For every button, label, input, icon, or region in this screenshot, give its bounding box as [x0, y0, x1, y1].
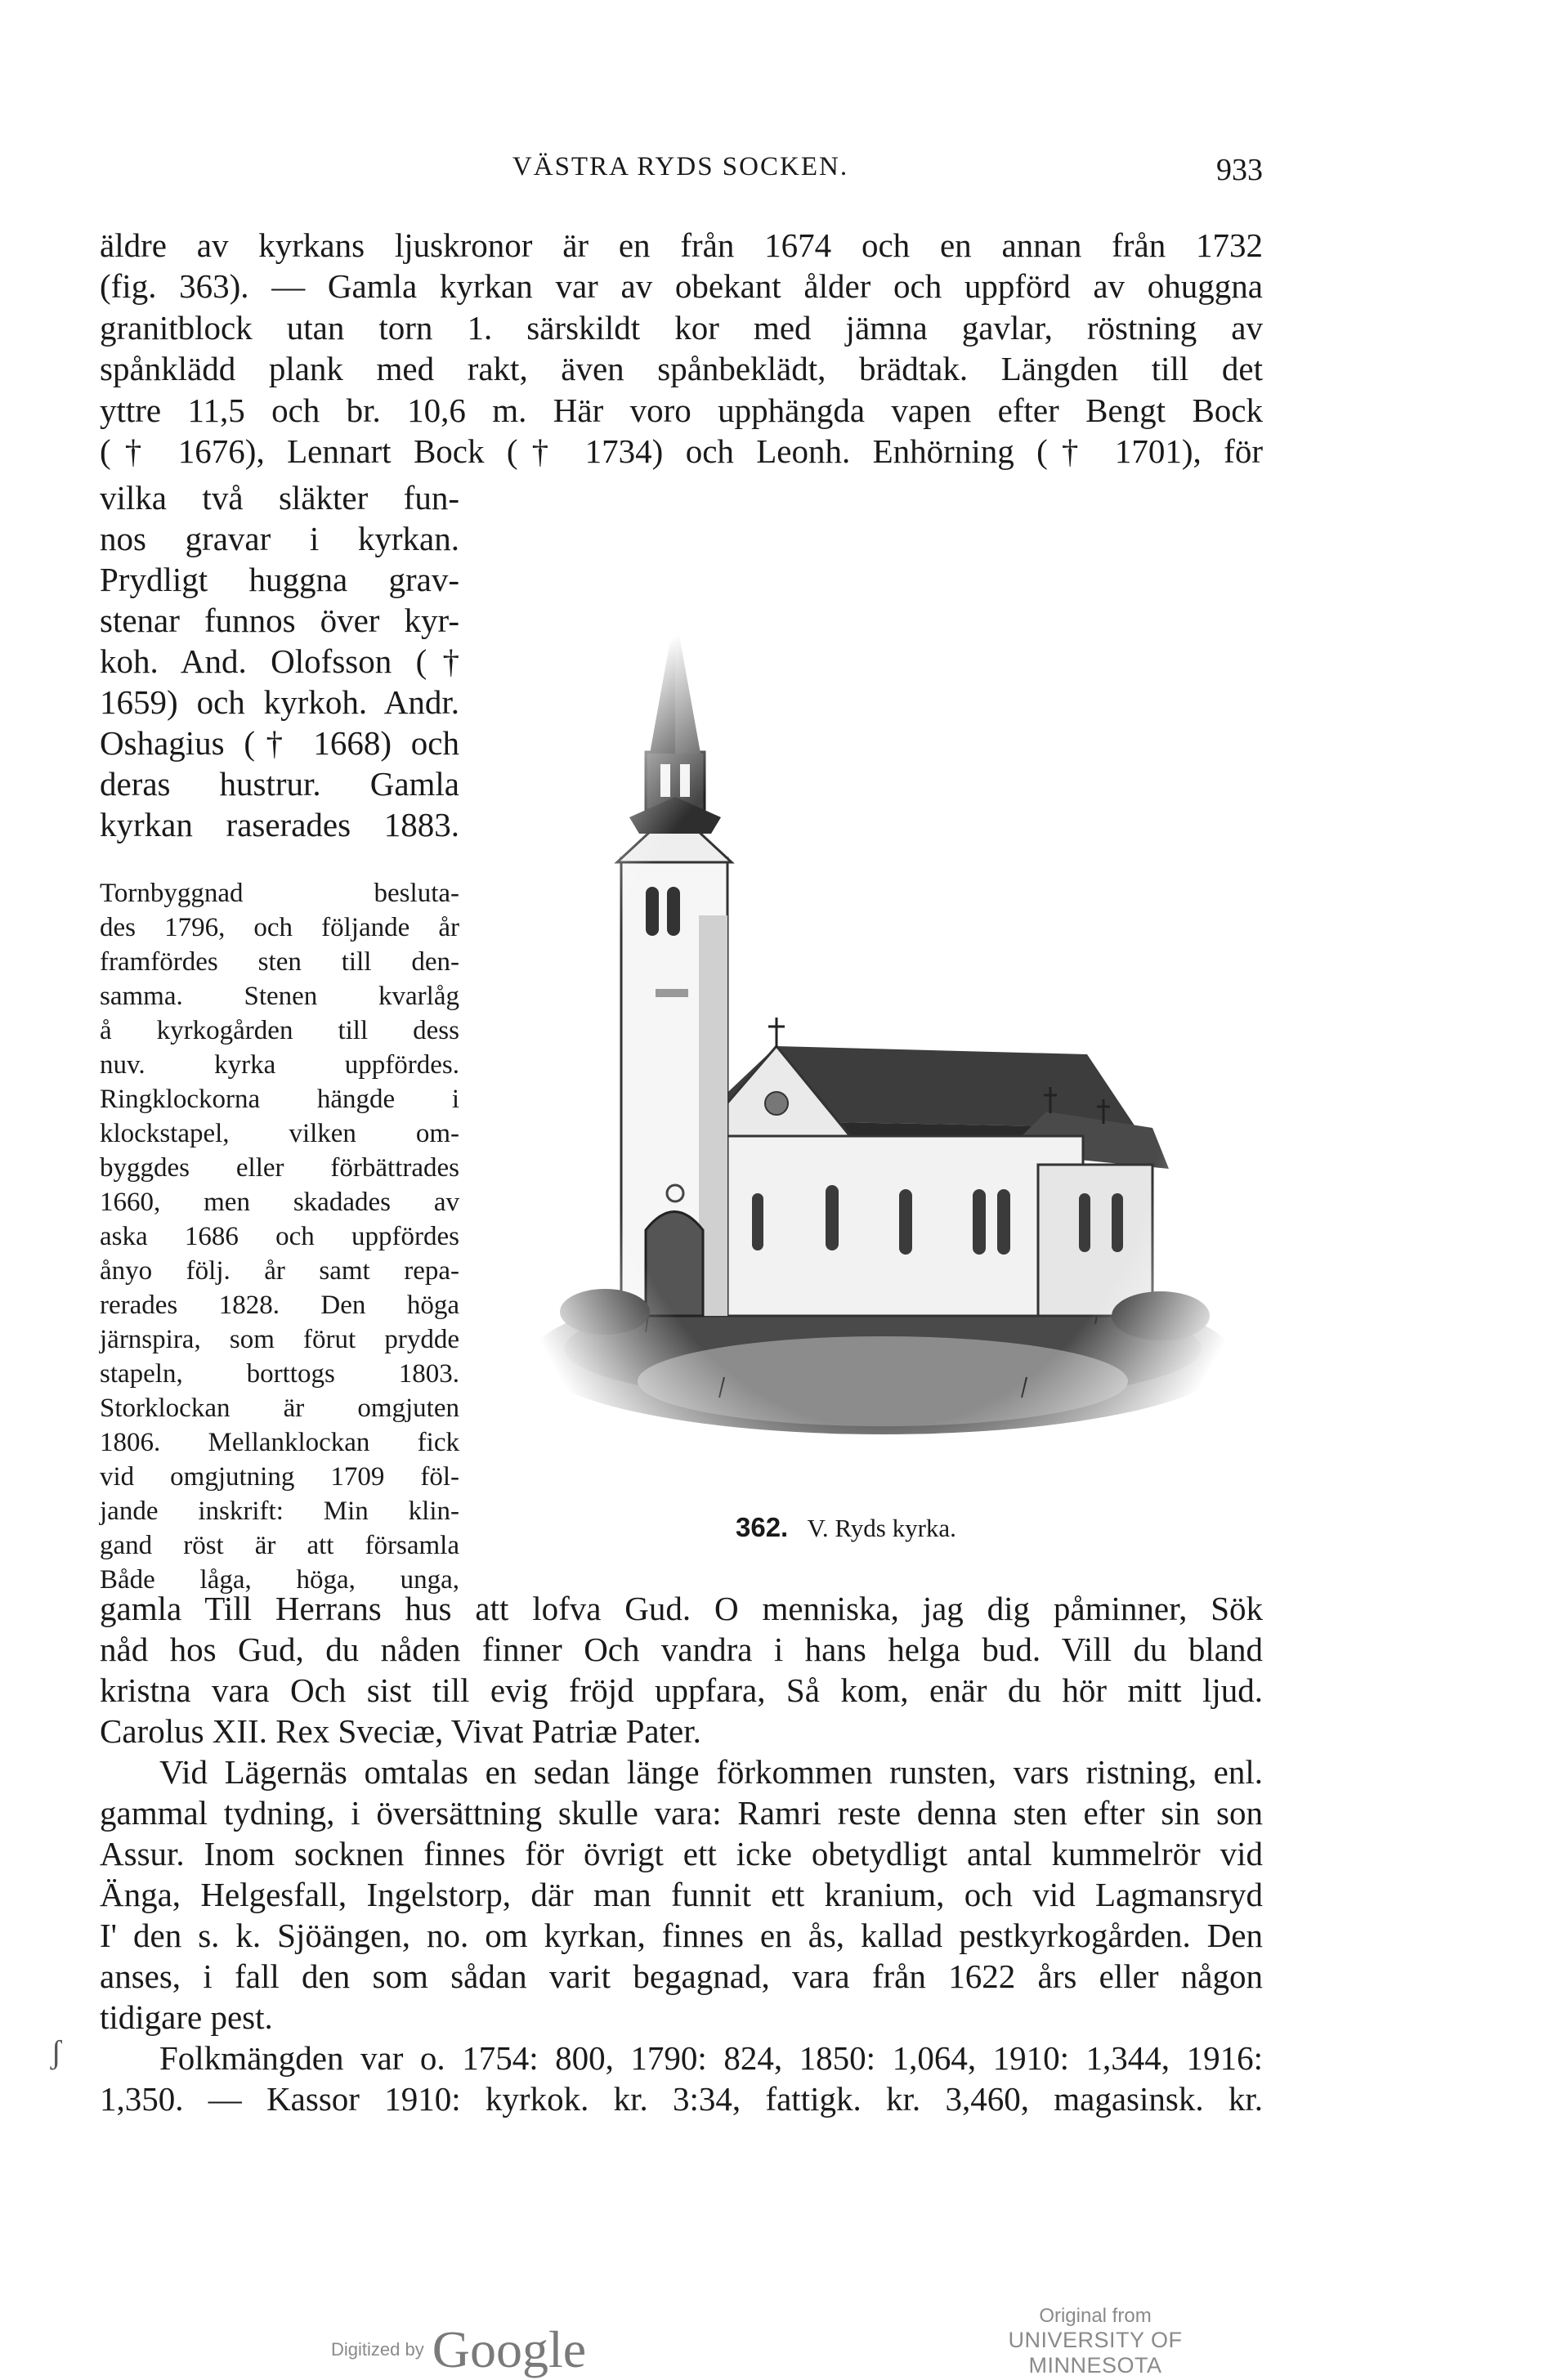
- side-small-line: jande inskrift: Min klin-: [100, 1496, 459, 1526]
- text-line: Vid Lägernäs omtalas en sedan länge förkommen runsten, vars ristning, enl.: [159, 1753, 1263, 1791]
- side-small-line: stapeln, borttogs 1803.: [100, 1359, 459, 1389]
- figure-caption-text: V. Ryds kyrka.: [807, 1514, 956, 1542]
- text-line: Änga, Helgesfall, Ingelstorp, där man funnit ett kranium, och vid Lagmansryd: [100, 1876, 1263, 1913]
- side-small-line: Tornbyggnad besluta-: [100, 879, 459, 908]
- side-small-line: gand röst är att församla: [100, 1531, 459, 1560]
- side-small-line: 1660, men skadades av: [100, 1188, 459, 1217]
- side-text-line: nos gravar i kyrkan.: [100, 520, 459, 557]
- text-line: spånklädd plank med rakt, även spånbeklädt, brädtak. Längden till det: [100, 350, 1263, 387]
- text-line: (fig. 363). — Gamla kyrkan var av obekant ålder och uppförd av ohuggna: [100, 267, 1263, 305]
- side-small-line: des 1796, och följande år: [100, 913, 459, 942]
- text-line: gamla Till Herrans hus att lofva Gud. O menniska, jag dig påminner, Sök: [100, 1590, 1263, 1627]
- text-line: kristna vara Och sist till evig fröjd uppfara, Så kom, enär du hör mitt ljud.: [100, 1671, 1263, 1709]
- header-title: VÄSTRA RYDS SOCKEN.: [512, 152, 849, 181]
- side-small-line: klockstapel, vilken om-: [100, 1119, 459, 1148]
- text-line: Assur. Inom socknen finnes för övrigt ett icke obetydligt antal kummelrör vid: [100, 1835, 1263, 1872]
- text-line: gammal tydning, i översättning skulle vara: Ramri reste denna sten efter sin son: [100, 1794, 1263, 1832]
- side-small-line: Ringklockorna hängde i: [100, 1085, 459, 1114]
- side-text-line: Prydligt huggna grav-: [100, 561, 459, 598]
- text-line: Carolus XII. Rex Sveciæ, Vivat Patriæ Pater.: [100, 1712, 701, 1750]
- figure-caption: [736, 1512, 956, 1543]
- side-small-line: framfördes sten till den-: [100, 947, 459, 977]
- text-line: granitblock utan torn 1. särskildt kor med jämna gavlar, röstning av: [100, 309, 1263, 347]
- page-number: 933: [1216, 153, 1263, 187]
- side-text-line: kyrkan raserades 1883.: [100, 806, 459, 843]
- google-logo: Google: [432, 2320, 587, 2378]
- text-line: 1,350. — Kassor 1910: kyrkok. kr. 3:34, fattigk. kr. 3,460, magasinsk. kr.: [100, 2080, 1263, 2118]
- side-text-line: deras hustrur. Gamla: [100, 765, 459, 803]
- side-small-line: rerades 1828. Den höga: [100, 1291, 459, 1320]
- text-line: tidigare pest.: [100, 1998, 273, 2036]
- side-small-line: nuv. kyrka uppfördes.: [100, 1050, 459, 1080]
- figure-number: 362.: [736, 1512, 789, 1542]
- church-illustration: [515, 564, 1251, 1488]
- original-from-label: Original from: [1039, 2305, 1152, 2327]
- text-line: († 1676), Lennart Bock († 1734) och Leonh. Enhörning († 1701), för: [100, 432, 1263, 470]
- side-small-line: Storklockan är omgjuten: [100, 1394, 459, 1423]
- side-text-line: vilka två släkter fun-: [100, 479, 459, 517]
- text-line: Folkmängden var o. 1754: 800, 1790: 824, 1850: 1,064, 1910: 1,344, 1916:: [159, 2039, 1263, 2077]
- text-line: yttre 11,5 och br. 10,6 m. Här voro upphängda vapen efter Bengt Bock: [100, 391, 1263, 429]
- running-header: [98, 152, 1263, 201]
- university-label: UNIVERSITY OF MINNESOTA: [1008, 2328, 1183, 2378]
- side-small-line: Både låga, höga, unga,: [100, 1565, 459, 1595]
- text-line: I' den s. k. Sjöängen, no. om kyrkan, finnes en ås, kallad pestkyrkogården. Den: [100, 1917, 1263, 1954]
- side-small-line: aska 1686 och uppfördes: [100, 1222, 459, 1251]
- side-text-line: stenar funnos över kyr-: [100, 602, 459, 639]
- side-small-line: vid omgjutning 1709 föl-: [100, 1462, 459, 1492]
- digitized-by-watermark: [331, 2320, 586, 2380]
- side-small-line: 1806. Mellanklockan fick: [100, 1428, 459, 1457]
- side-small-line: byggdes eller förbättrades: [100, 1153, 459, 1183]
- side-small-line: järnspira, som förut prydde: [100, 1325, 459, 1354]
- text-line: nåd hos Gud, du nåden finner Och vandra i hans helga bud. Vill du bland: [100, 1631, 1263, 1668]
- side-small-line: samma. Stenen kvarlåg: [100, 982, 459, 1011]
- text-line: äldre av kyrkans ljuskronor är en från 1674 och en annan från 1732: [100, 226, 1263, 264]
- side-text-line: koh. And. Olofsson (†: [100, 642, 459, 680]
- margin-mark: ʃ: [51, 2033, 62, 2070]
- original-from-watermark: [948, 2305, 1242, 2378]
- side-small-line: å kyrkogården till dess: [100, 1016, 459, 1045]
- side-small-line: ånyo följ. år samt repa-: [100, 1256, 459, 1286]
- side-text-line: Oshagius († 1668) och: [100, 724, 459, 762]
- text-line: anses, i fall den som sådan varit begagnad, vara från 1622 års eller någon: [100, 1957, 1263, 1995]
- digitized-by-label: Digitized by: [331, 2339, 424, 2360]
- side-text-line: 1659) och kyrkoh. Andr.: [100, 683, 459, 721]
